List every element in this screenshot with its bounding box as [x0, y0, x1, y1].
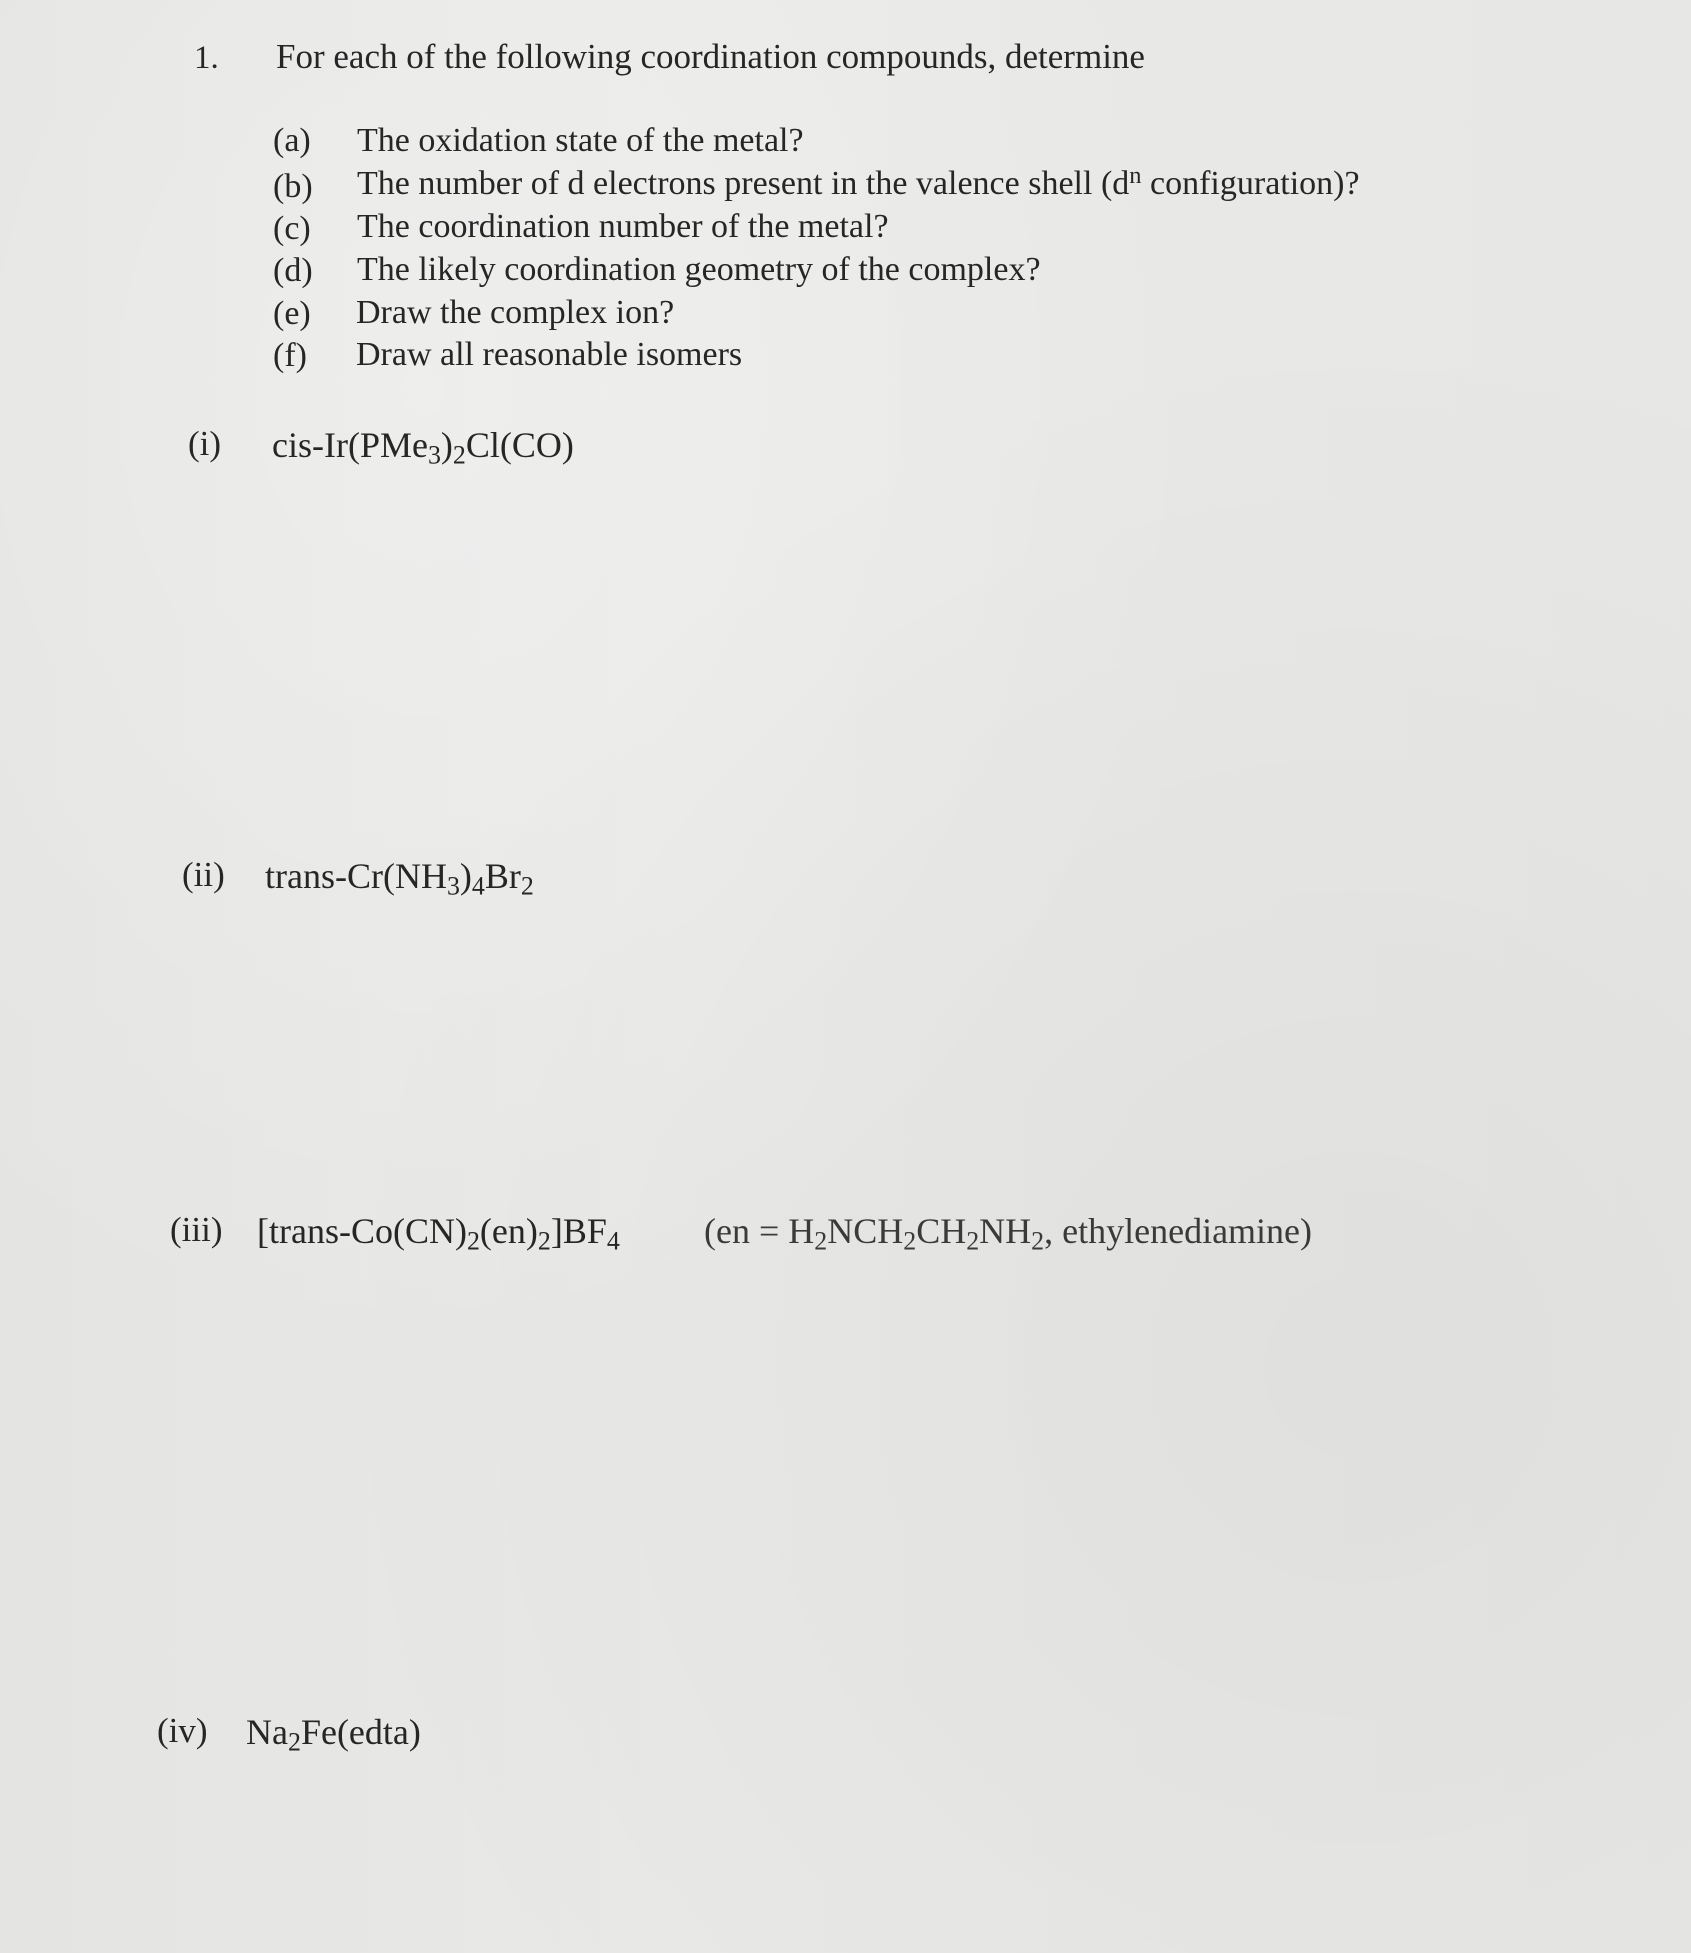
- compound-iii-note-sub-2: 2: [903, 1226, 917, 1256]
- part-c-text: The coordination number of the metal?: [357, 208, 889, 245]
- part-c-label: (c): [273, 210, 311, 247]
- compound-i-sub-2: 2: [452, 440, 466, 470]
- compound-iv-part-1: Na: [246, 1712, 288, 1752]
- part-b-superscript: n: [1129, 161, 1142, 189]
- part-d-text: The likely coordination geometry of the complex?: [357, 251, 1041, 288]
- compound-iii-label: (iii): [170, 1210, 223, 1249]
- compound-i-part-3: Cl(CO): [465, 425, 574, 465]
- compound-iii-note-part-1: (en = H: [704, 1211, 815, 1251]
- compound-i-formula: [272, 424, 574, 470]
- compound-iii-note-part-5: , ethylenediamine): [1044, 1211, 1313, 1251]
- compound-iii-part-2: (en): [479, 1211, 538, 1251]
- part-a-text: The oxidation state of the metal?: [357, 122, 804, 159]
- compound-ii-label: (ii): [182, 855, 225, 894]
- question-number: 1.: [194, 40, 219, 76]
- compound-iv-label: (iv): [157, 1711, 208, 1750]
- part-b-text-tail: configuration)?: [1141, 165, 1360, 202]
- compound-iii-sub-2: 2: [537, 1226, 551, 1256]
- compound-ii-part-2: ): [459, 856, 472, 896]
- compound-ii-part-3: Br: [484, 856, 521, 896]
- compound-iii-part-3: ]BF: [550, 1211, 607, 1251]
- compound-iv-formula: [246, 1711, 421, 1757]
- compound-iii-sub-1: 2: [466, 1226, 480, 1256]
- compound-ii-part-1: trans-Cr(NH: [265, 856, 447, 896]
- compound-iii-note-part-4: NH: [979, 1211, 1032, 1251]
- part-f-text: Draw all reasonable isomers: [356, 336, 743, 373]
- compound-ii-formula: [265, 855, 534, 901]
- part-f-label: (f): [273, 337, 307, 374]
- compound-iv-part-2: Fe(edta): [300, 1712, 421, 1752]
- compound-iii-part-1: [trans-Co(CN): [257, 1211, 467, 1251]
- part-e-text: Draw the complex ion?: [356, 294, 675, 331]
- compound-ii-sub-1: 3: [446, 871, 460, 901]
- compound-iii-note: [704, 1210, 1313, 1256]
- question-prompt: For each of the following coordination compounds, determine: [276, 37, 1145, 76]
- part-a-label: (a): [273, 122, 311, 159]
- part-b-text-main: The number of d electrons present in the valence shell (d: [357, 165, 1130, 202]
- compound-i-part-1: cis-Ir(PMe: [272, 425, 428, 465]
- compound-iii-note-part-2: NCH: [827, 1211, 904, 1251]
- part-b-text: [357, 161, 1360, 203]
- compound-ii-sub-2: 4: [471, 871, 485, 901]
- part-d-label: (d): [273, 252, 313, 289]
- part-b-label: (b): [273, 168, 313, 205]
- compound-i-label: (i): [188, 424, 222, 463]
- compound-iv-sub-1: 2: [287, 1727, 301, 1757]
- compound-iii-sub-3: 4: [606, 1226, 620, 1256]
- compound-iii-note-sub-4: 2: [1031, 1226, 1045, 1256]
- compound-ii-sub-3: 2: [520, 871, 534, 901]
- compound-iii-note-sub-3: 2: [966, 1226, 980, 1256]
- compound-iii-note-part-3: CH: [916, 1211, 967, 1251]
- compound-iii-note-sub-1: 2: [814, 1226, 828, 1256]
- part-e-label: (e): [273, 295, 311, 332]
- compound-i-part-2: ): [440, 425, 453, 465]
- compound-iii-formula: [257, 1210, 620, 1256]
- compound-i-sub-1: 3: [427, 440, 441, 470]
